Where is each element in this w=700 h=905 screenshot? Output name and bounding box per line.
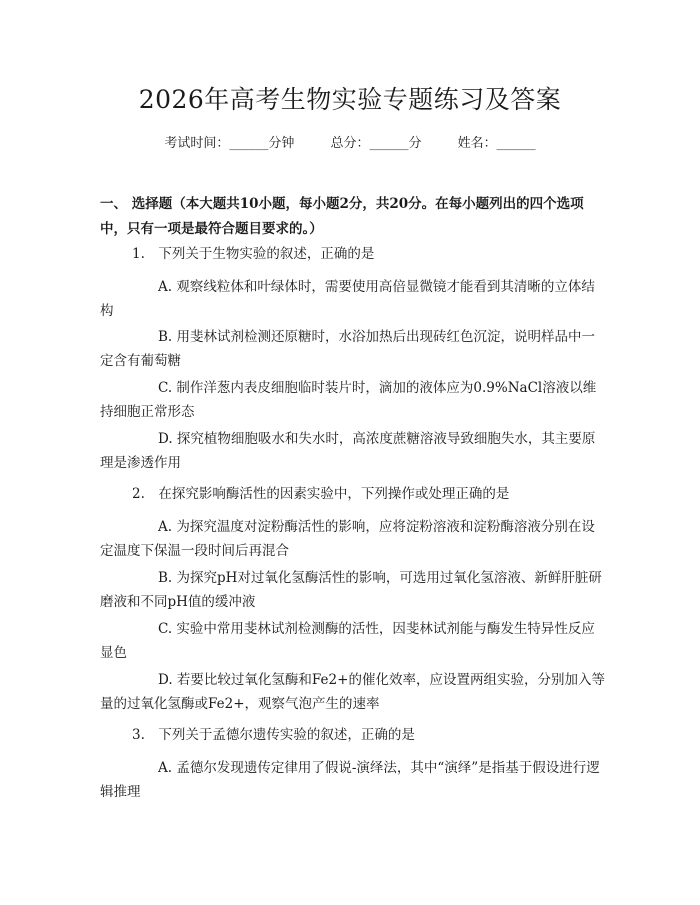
question-2-stem: 2. 在探究影响酶活性的因素实验中，下列操作或处理正确的是 xyxy=(132,486,510,502)
question-1-option-b: B. 用斐林试剂检测还原糖时，水浴加热后出现砖红色沉淀，说明样品中一定含有葡萄糖 xyxy=(100,329,596,369)
question-1-option-c: C. 制作洋葱内表皮细胞临时装片时，滴加的液体应为0.9%NaCl溶液以维持细胞正常形态 xyxy=(100,380,597,420)
exam-score-field: 总分：______分 xyxy=(330,136,422,151)
question-1-option-a: A. 观察线粒体和叶绿体时，需要使用高倍显微镜才能看到其清晰的立体结构 xyxy=(100,279,595,319)
question-3-option-a: A. 孟德尔发现遗传定律用了假说-演绎法，其中“演绎”是指基于假设进行逻辑推理 xyxy=(100,760,600,800)
section-heading-choice: 一、 选择题（本大题共10小题，每小题2分，共20分。在每小题列出的四个选项中，只有一项是最符合题目要求的。） xyxy=(100,196,584,237)
exam-meta xyxy=(0,132,700,151)
page-title: 2026年高考生物实验专题练习及答案 xyxy=(138,85,562,114)
question-1-stem: 1. 下列关于生物实验的叙述，正确的是 xyxy=(132,246,375,262)
question-1-option-d: D. 探究植物细胞吸水和失水时，高浓度蔗糖溶液导致细胞失水，其主要原理是渗透作用 xyxy=(100,431,596,471)
question-2-option-d: D. 若要比较过氧化氢酶和Fe2+的催化效率，应设置两组实验，分别加入等量的过氧化氢酶或Fe2+，观察气泡产生的速率 xyxy=(100,672,605,712)
question-3-stem: 3. 下列关于孟德尔遗传实验的叙述，正确的是 xyxy=(132,727,415,743)
exam-name-field: 姓名：______ xyxy=(457,136,536,151)
question-2-option-a: A. 为探究温度对淀粉酶活性的影响，应将淀粉溶液和淀粉酶溶液分别在设定温度下保温一段时间后再混合 xyxy=(100,519,595,559)
exam-time-field: 考试时间：______分钟 xyxy=(164,136,295,151)
question-2-option-b: B. 为探究pH对过氧化氢酶活性的影响，可选用过氧化氢溶液、新鲜肝脏研磨液和不同pH值的缓冲液 xyxy=(100,570,602,610)
question-2-option-c: C. 实验中常用斐林试剂检测酶的活性，因斐林试剂能与酶发生特异性反应显色 xyxy=(100,621,595,661)
